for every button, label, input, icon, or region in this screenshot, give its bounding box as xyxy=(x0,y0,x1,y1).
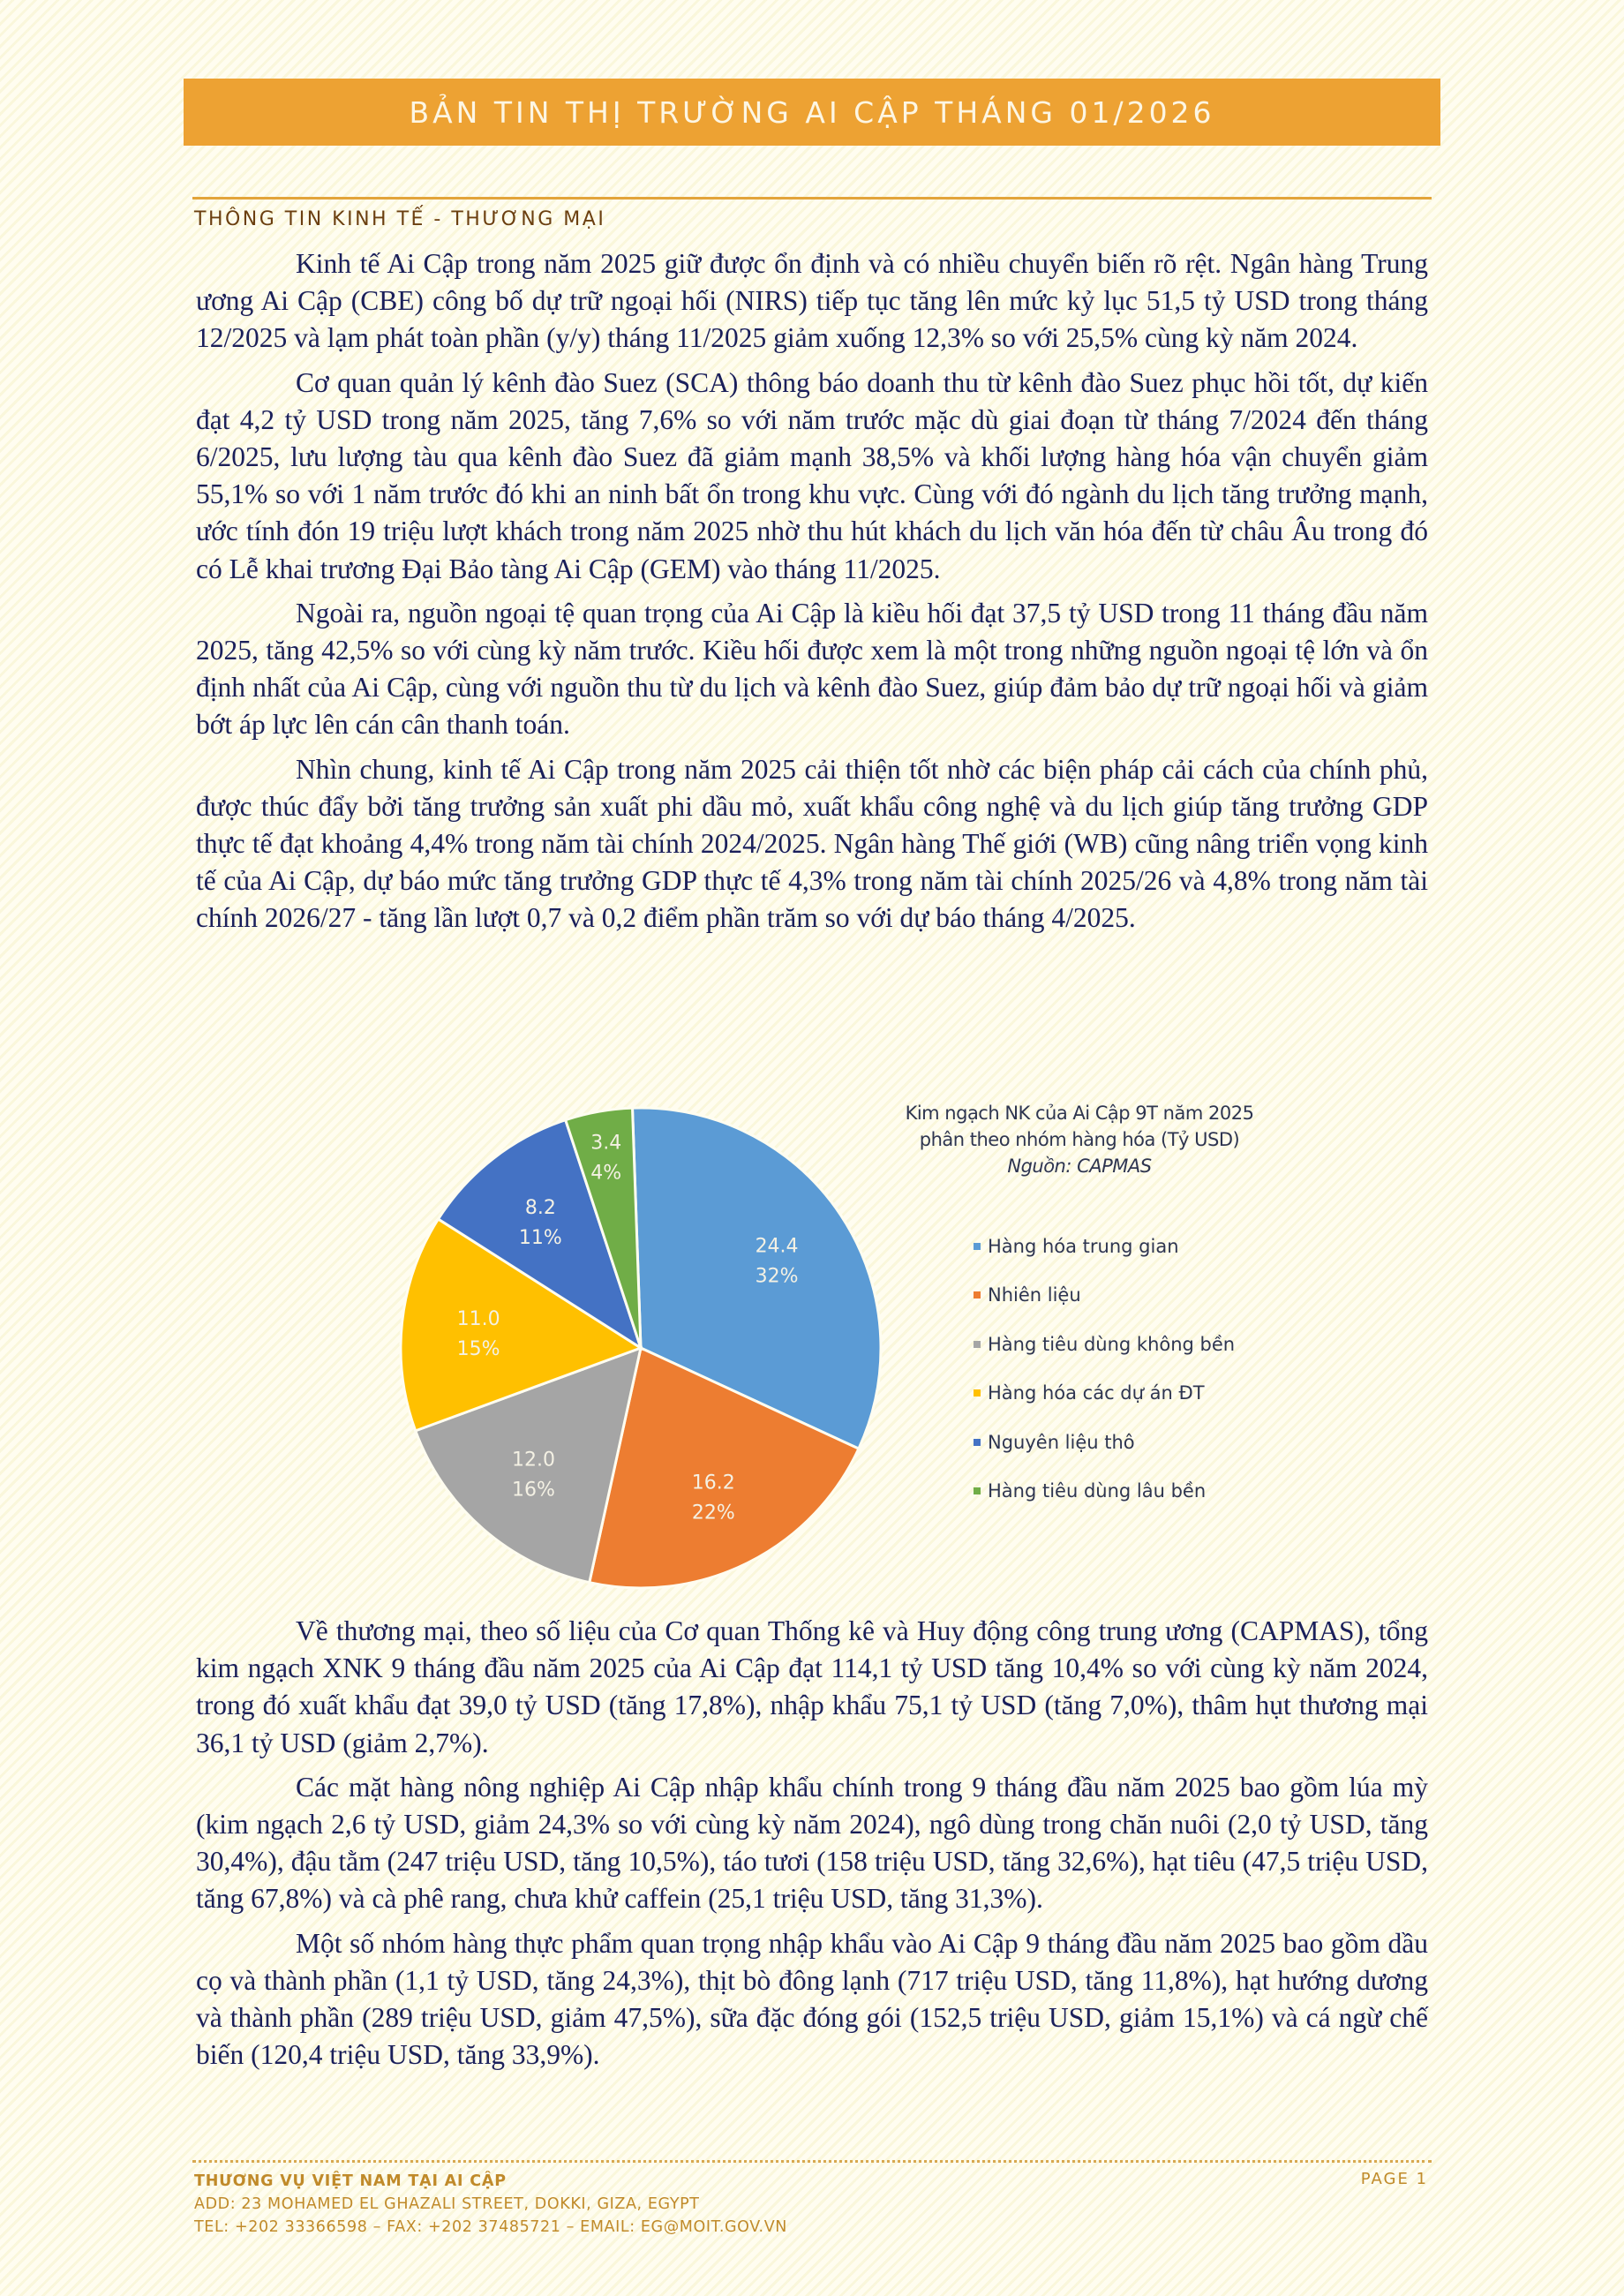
legend-item xyxy=(974,1418,1235,1467)
legend-swatch xyxy=(974,1341,981,1348)
slice-value-label: 11.0 xyxy=(456,1308,500,1331)
chart-legend xyxy=(974,1222,1235,1516)
legend-swatch xyxy=(974,1243,981,1250)
slice-value-label: 16.2 xyxy=(691,1472,735,1494)
slice-percent-label: 4% xyxy=(590,1162,622,1185)
legend-swatch xyxy=(974,1439,981,1446)
footer xyxy=(194,2170,787,2239)
section-title: THÔNG TIN KINH TẾ - THƯƠNG MẠI xyxy=(194,208,606,230)
page-number: PAGE 1 xyxy=(1360,2170,1428,2188)
legend-swatch xyxy=(974,1291,981,1299)
legend-label: Hàng hóa các dự án ĐT xyxy=(988,1382,1205,1404)
legend-label: Nguyên liệu thô xyxy=(988,1431,1135,1453)
footer-divider xyxy=(192,2160,1432,2163)
chart-source: Nguồn: CAPMAS xyxy=(1007,1156,1152,1177)
legend-swatch xyxy=(974,1487,981,1494)
paragraph: Ngoài ra, nguồn ngoại tệ quan trọng của Ai Cập là kiều hối đạt 37,5 tỷ USD trong 11 tháng đầu năm 2025, tăng 42,5% so với cùng kỳ năm trước. Kiều hối được xem là một trong những nguồn ngoại tệ lớn và ổn định nhất của Ai Cập, cùng với nguồn thu từ du lịch và kênh đào Suez, giúp đảm bảo dự trữ ngoại hối và giảm bớt áp lực lên cán cân thanh toán. xyxy=(196,597,1428,741)
slice-percent-label: 32% xyxy=(755,1265,799,1288)
slice-percent-label: 22% xyxy=(691,1502,735,1524)
legend-label: Hàng tiêu dùng không bền xyxy=(988,1333,1236,1355)
slice-percent-label: 15% xyxy=(456,1338,500,1361)
slice-value-label: 3.4 xyxy=(590,1132,622,1155)
paragraph: Một số nhóm hàng thực phẩm quan trọng nhập khẩu vào Ai Cập 9 tháng đầu năm 2025 bao gồm dầu cọ và thành phần (1,1 tỷ USD, tăng 24,3%), thịt bò đông lạnh (717 triệu USD, tăng 11,8%), hạt hướng dương và thành phần (289 triệu USD, giảm 47,5%), sữa đặc đóng gói (152,5 triệu USD, giảm 15,1%) và cá ngừ chế biến (120,4 triệu USD, tăng 33,9%). xyxy=(196,1927,1428,2071)
article-body-top xyxy=(196,245,1428,945)
chart-title xyxy=(872,1100,1287,1179)
legend-swatch xyxy=(974,1389,981,1396)
slice-value-label: 8.2 xyxy=(524,1197,556,1220)
slice-value-label: 12.0 xyxy=(511,1449,555,1472)
footer-address: ADD: 23 MOHAMED EL GHAZALI STREET, DOKKI, GIZA, EGYPT xyxy=(194,2195,700,2213)
legend-label: Nhiên liệu xyxy=(988,1284,1081,1306)
legend-item xyxy=(974,1369,1235,1419)
header-divider xyxy=(192,197,1432,199)
article-body-bottom xyxy=(196,1613,1428,2081)
legend-item xyxy=(974,1467,1235,1517)
paragraph: Cơ quan quản lý kênh đào Suez (SCA) thông báo doanh thu từ kênh đào Suez phục hồi tốt, dự kiến đạt 4,2 tỷ USD trong năm 2025, tăng 7,6% so với năm trước mặc dù giai đoạn từ tháng 7/2024 đến tháng 6/2025, lưu lượng tàu qua kênh đào Suez đã giảm mạnh 38,5% và khối lượng hàng hóa vận chuyển giảm 55,1% so với 1 năm trước đó khi an ninh bất ổn trong khu vực. Cùng với đó ngành du lịch tăng trưởng mạnh, ước tính đón 19 triệu lượt khách trong năm 2025 nhờ thu hút khách du lịch văn hóa đến từ châu Âu trong đó có Lễ khai trương Đại Bảo tàng Ai Cập (GEM) vào tháng 11/2025. xyxy=(196,366,1428,584)
paragraph: Về thương mại, theo số liệu của Cơ quan Thống kê và Huy động công trung ương (CAPMAS), tổng kim ngạch XNK 9 tháng đầu năm 2025 của Ai Cập đạt 114,1 tỷ USD tăng 10,4% so với cùng kỳ năm 2024, trong đó xuất khẩu đạt 39,0 tỷ USD (tăng 17,8%), nhập khẩu 75,1 tỷ USD (tăng 7,0%), thâm hụt thương mại 36,1 tỷ USD (giảm 2,7%). xyxy=(196,1615,1428,1758)
legend-label: Hàng hóa trung gian xyxy=(988,1235,1179,1257)
import-pie-chart xyxy=(388,1091,1359,1603)
chart-title-line-1: Kim ngạch NK của Ai Cập 9T năm 2025 xyxy=(905,1103,1254,1124)
legend-label: Hàng tiêu dùng lâu bền xyxy=(988,1480,1207,1502)
paragraph: Nhìn chung, kinh tế Ai Cập trong năm 2025 cải thiện tốt nhờ các biện pháp cải cách của chính phủ, được thúc đẩy bởi tăng trưởng sản xuất phi dầu mỏ, xuất khẩu công nghệ và du lịch giúp tăng trưởng GDP thực tế đạt khoảng 4,4% trong năm tài chính 2024/2025. Ngân hàng Thế giới (WB) cũng nâng triển vọng kinh tế của Ai Cập, dự báo mức tăng trưởng GDP thực tế 4,3% trong năm tài chính 2025/26 và 4,8% trong năm tài chính 2026/27 - tăng lần lượt 0,7 và 0,2 điểm phần trăm so với dự báo tháng 4/2025. xyxy=(196,753,1428,934)
pie-chart-canvas xyxy=(388,1091,883,1603)
newsletter-title: BẢN TIN THỊ TRƯỜNG AI CẬP THÁNG 01/2026 xyxy=(409,94,1215,130)
legend-item xyxy=(974,1320,1235,1369)
paragraph: Các mặt hàng nông nghiệp Ai Cập nhập khẩu chính trong 9 tháng đầu năm 2025 bao gồm lúa mỳ (kim ngạch 2,6 tỷ USD, giảm 24,3% so với cùng kỳ năm 2024), ngô dùng trong chăn nuôi (2,0 tỷ USD, tăng 30,4%), đậu tằm (247 triệu USD, tăng 10,5%), táo tươi (158 triệu USD, tăng 32,6%), hạt tiêu (47,5 triệu USD, tăng 67,8%) và cà phê rang, chưa khử caffein (25,1 triệu USD, tăng 31,3%). xyxy=(196,1771,1428,1915)
legend-item xyxy=(974,1222,1235,1271)
slice-value-label: 24.4 xyxy=(755,1235,799,1258)
legend-item xyxy=(974,1271,1235,1321)
chart-title-line-2: phân theo nhóm hàng hóa (Tỷ USD) xyxy=(919,1129,1240,1150)
footer-organization: THƯƠNG VỤ VIỆT NAM TẠI AI CẬP xyxy=(194,2172,507,2190)
newsletter-banner xyxy=(184,79,1440,146)
paragraph: Kinh tế Ai Cập trong năm 2025 giữ được ổn định và có nhiều chuyển biến rõ rệt. Ngân hàng Trung ương Ai Cập (CBE) công bố dự trữ ngoại hối (NIRS) tiếp tục tăng lên mức kỷ lục 51,5 tỷ USD trong tháng 12/2025 và lạm phát toàn phần (y/y) tháng 11/2025 giảm xuống 12,3% so với 25,5% cùng kỳ năm 2024. xyxy=(196,248,1428,354)
slice-percent-label: 11% xyxy=(518,1227,562,1250)
footer-contact: TEL: +202 33366598 – FAX: +202 37485721 – EMAIL: EG@MOIT.GOV.VN xyxy=(194,2218,787,2236)
slice-percent-label: 16% xyxy=(511,1479,555,1502)
